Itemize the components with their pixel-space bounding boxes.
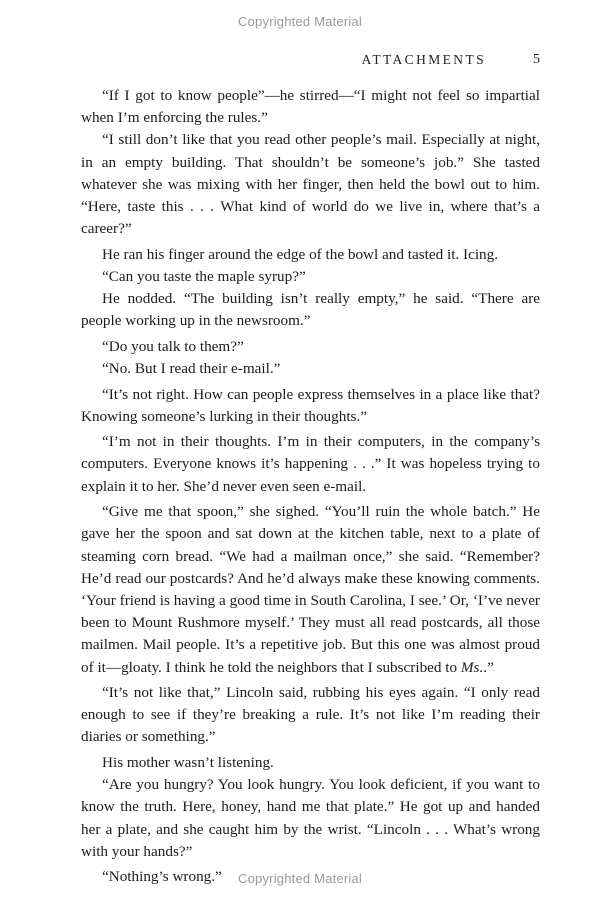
paragraph: His mother wasn’t listening. xyxy=(102,753,274,771)
copyright-watermark-top: Copyrighted Material xyxy=(238,14,362,29)
paragraph: “It’s not like that,” Lincoln said, rubbing his eyes again. “I only read enough to see if they’re breaking a rule. It’s not like I’m reading their diaries or something.” xyxy=(81,684,540,746)
paragraph: “No. But I read their e-mail.” xyxy=(102,360,281,378)
paragraph: “Do you talk to them?” xyxy=(102,337,244,355)
paragraph-text-end: .” xyxy=(483,658,494,676)
paragraph: “I still don’t like that you read other people’s mail. Especially at night, in an empty building. That shouldn’t be someone’s job.” She tasted whatever she was mixing with her finger, then held the bowl out to him. “Here, taste this . . . What kind of world do we live in, where that’s a career?” xyxy=(81,131,540,238)
magazine-title: Ms. xyxy=(460,658,484,676)
body-text xyxy=(81,85,540,892)
paragraph xyxy=(81,501,540,679)
paragraph: “I’m not in their thoughts. I’m in their computers, in the company’s computers. Everyone knows it’s happening . . .” It was hopeless trying to explain it to her. She’d never even seen e-mail. xyxy=(81,433,540,495)
paragraph: He nodded. “The building isn’t really empty,” he said. “There are people working up in the newsroom.” xyxy=(81,290,540,330)
paragraph: “Nothing’s wrong.” xyxy=(102,868,222,886)
paragraph: “If I got to know people”—he stirred—“I might not feel so impartial when I’m enforcing the rules.” xyxy=(81,87,540,127)
paragraph: “Are you hungry? You look hungry. You look deficient, if you want to know the truth. Here, honey, hand me that plate.” He got up and handed her a plate, and she caught him by the wrist. “Lincoln . . . What’s wrong with your hands?” xyxy=(81,776,540,860)
book-title-header: ATTACHMENTS xyxy=(361,52,486,67)
running-head xyxy=(110,52,540,72)
copyright-watermark-bottom: Copyrighted Material xyxy=(238,871,362,886)
page-number: 5 xyxy=(533,52,540,67)
paragraph: “Can you taste the maple syrup?” xyxy=(102,267,306,285)
paragraph-text: “Give me that spoon,” she sighed. “You’ll ruin the whole batch.” He gave her the spoon and sat down at the kitchen table, next to a plate of steaming corn bread. “We had a mailman once,” she said. “Remember? He’d read our postcards? And he’d always make these knowing comments. ‘Your friend is having a good time in South Carolina, I see.’ Or, ‘I’ve never been to Mount Rushmore myself.’ They must all read postcards, all those mailmen. Mail people. It’s a repetitive job. But this one was almost proud of it—gloaty. I think he told the neighbors that I subscribed to xyxy=(81,503,540,676)
paragraph: He ran his finger around the edge of the bowl and tasted it. Icing. xyxy=(102,245,499,263)
paragraph: “It’s not right. How can people express themselves in a place like that? Knowing someone’s lurking in their thoughts.” xyxy=(81,385,540,425)
